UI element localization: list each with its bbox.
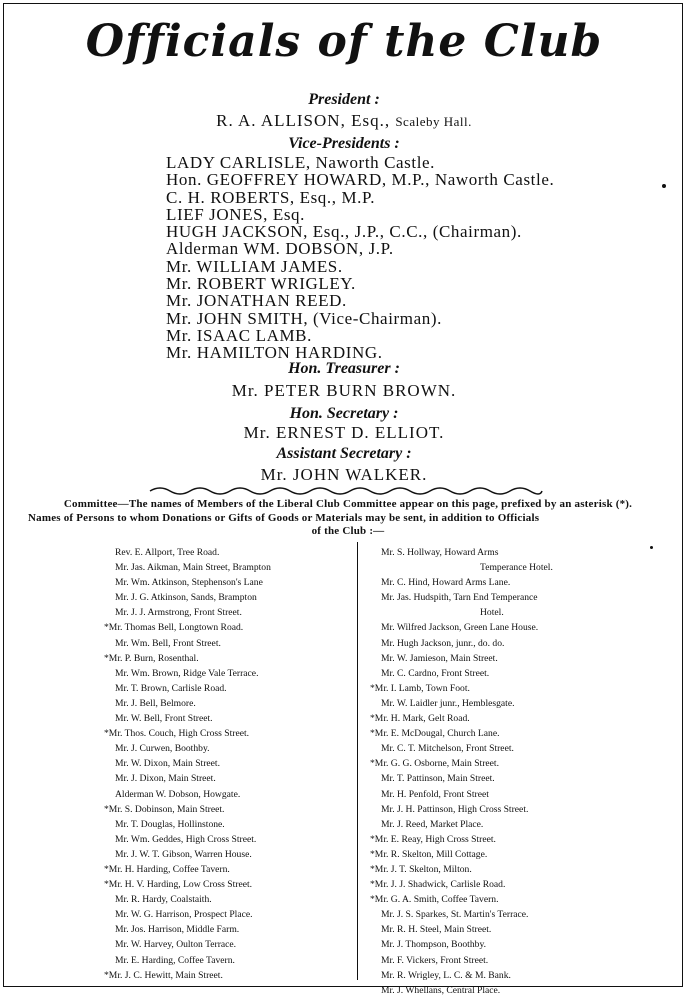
speck-mark xyxy=(650,546,653,549)
donations-note-continued: of the Club :— xyxy=(311,525,385,537)
name-entry: Alderman W. Dobson, Howgate. xyxy=(115,788,241,800)
name-entry: Mr. W. Dixon, Main Street. xyxy=(115,758,220,770)
name-entry: Mr. Wm. Atkinson, Stephenson's Lane xyxy=(115,577,263,589)
secretary-name: Mr. ERNEST D. ELLIOT. xyxy=(243,423,445,442)
name-entry: Mr. C. Hind, Howard Arms Lane. xyxy=(381,577,511,589)
name-entry: *Mr. H. Mark, Gelt Road. xyxy=(370,713,470,725)
name-entry: *Mr. G. A. Smith, Coffee Tavern. xyxy=(370,894,499,906)
name-entry: *Mr. E. McDougal, Church Lane. xyxy=(370,728,500,740)
name-entry: Mr. J. W. T. Gibson, Warren House. xyxy=(115,848,252,860)
name-entry: Rev. E. Allport, Tree Road. xyxy=(115,547,220,558)
vice-president-entry: Mr. ROBERT WRIGLEY. xyxy=(166,274,356,294)
vice-president-entry: Mr. HAMILTON HARDING. xyxy=(166,343,383,363)
name-entry: Mr. J. J. Armstrong, Front Street. xyxy=(115,607,242,619)
name-entry: Mr. Wm. Brown, Ridge Vale Terrace. xyxy=(115,667,259,679)
name-entry: Mr. F. Vickers, Front Street. xyxy=(381,954,489,966)
name-entry: *Mr. H. Harding, Coffee Tavern. xyxy=(104,863,230,875)
left-names-column xyxy=(104,545,354,983)
name-entry: *Mr. I. Lamb, Town Foot. xyxy=(370,682,470,694)
vice-president-entry: Mr. WILLIAM JAMES. xyxy=(166,256,343,276)
president-heading: President : xyxy=(308,91,380,108)
name-entry: Mr. W. Jamieson, Main Street. xyxy=(381,652,498,664)
name-entry: *Mr. Thos. Couch, High Cross Street. xyxy=(104,728,250,740)
name-entry: Mr. W. Harvey, Oulton Terrace. xyxy=(115,939,237,951)
ornamental-divider xyxy=(146,484,546,498)
right-names-column xyxy=(370,545,670,998)
assistant-secretary-heading: Assistant Secretary : xyxy=(276,445,412,462)
name-entry: Mr. Wilfred Jackson, Green Lane House. xyxy=(381,622,539,634)
vice-presidents-list xyxy=(166,154,666,362)
name-entry: Hotel. xyxy=(480,607,504,619)
name-entry: Mr. Wm. Bell, Front Street. xyxy=(115,637,221,649)
name-entry: Mr. W. G. Harrison, Prospect Place. xyxy=(115,909,253,921)
name-entry: Mr. R. H. Steel, Main Street. xyxy=(381,924,492,936)
name-entry: *Mr. J. J. Shadwick, Carlisle Road. xyxy=(370,879,506,891)
vice-presidents-heading: Vice-Presidents : xyxy=(288,135,400,152)
vice-president-entry: Alderman WM. DOBSON, J.P. xyxy=(166,239,394,259)
name-entry: Mr. Jas. Aikman, Main Street, Brampton xyxy=(115,562,271,574)
donations-note: Names of Persons to whom Donations or Gifts of Goods or Materials may be sent, in addition to Officials xyxy=(28,512,540,524)
name-entry: Mr. Jos. Harrison, Middle Farm. xyxy=(115,924,240,936)
name-entry: *Mr. E. Reay, High Cross Street. xyxy=(370,833,496,845)
name-entry: Mr. J. G. Atkinson, Sands, Brampton xyxy=(115,592,257,604)
name-entry: Mr. J. H. Pattinson, High Cross Street. xyxy=(381,803,529,815)
name-entry: Mr. J. Reed, Market Place. xyxy=(381,818,484,830)
name-entry: Mr. J. Curwen, Boothby. xyxy=(115,743,210,755)
vice-president-entry: LADY CARLISLE, Naworth Castle. xyxy=(166,153,436,172)
name-entry: Mr. J. S. Sparkes, St. Martin's Terrace. xyxy=(381,909,529,921)
name-entry: Mr. T. Douglas, Hollinstone. xyxy=(115,818,225,830)
name-entry: Mr. E. Harding, Coffee Tavern. xyxy=(115,954,235,966)
name-entry: Mr. T. Pattinson, Main Street. xyxy=(381,773,495,785)
name-entry: *Mr. J. C. Hewitt, Main Street. xyxy=(104,969,223,981)
president-name: R. A. ALLISON, Esq., Scaleby Hall. xyxy=(216,111,472,130)
vice-president-entry: Mr. ISAAC LAMB. xyxy=(166,325,312,345)
name-entry: *Mr. G. G. Osborne, Main Street. xyxy=(370,758,499,770)
name-entry: Mr. Jas. Hudspith, Tarn End Temperance xyxy=(381,592,538,604)
name-entry: Mr. J. Whellans, Central Place. xyxy=(381,984,501,996)
speck-mark xyxy=(662,184,666,188)
name-entry: *Mr. J. T. Skelton, Milton. xyxy=(370,863,472,875)
name-entry: Mr. R. Wrigley, L. C. & M. Bank. xyxy=(381,969,511,981)
vice-president-entry: Mr. JOHN SMITH, (Vice-Chairman). xyxy=(166,308,442,328)
assistant-secretary-name: Mr. JOHN WALKER. xyxy=(260,465,428,484)
name-entry: Mr. S. Hollway, Howard Arms xyxy=(381,547,499,558)
name-entry: Mr. C. Cardno, Front Street. xyxy=(381,667,490,679)
name-entry: Temperance Hotel. xyxy=(480,562,553,574)
vice-president-entry: Mr. JONATHAN REED. xyxy=(166,291,347,311)
name-entry: *Mr. H. V. Harding, Low Cross Street. xyxy=(104,879,253,891)
vice-president-entry: C. H. ROBERTS, Esq., M.P. xyxy=(166,187,376,207)
treasurer-name: Mr. PETER BURN BROWN. xyxy=(231,381,457,400)
treasurer-heading: Hon. Treasurer : xyxy=(288,360,400,377)
name-entry: *Mr. S. Dobinson, Main Street. xyxy=(104,803,225,815)
column-divider xyxy=(357,542,358,980)
name-entry: *Mr. Thomas Bell, Longtown Road. xyxy=(104,622,244,634)
name-entry: Mr. Wm. Geddes, High Cross Street. xyxy=(115,833,257,845)
name-entry: Mr. R. Hardy, Coalstaith. xyxy=(115,894,212,906)
name-entry: Mr. J. Dixon, Main Street. xyxy=(115,773,216,785)
name-entry: *Mr. R. Skelton, Mill Cottage. xyxy=(370,848,488,860)
vice-president-entry: LIEF JONES, Esq. xyxy=(166,204,305,224)
name-entry: *Mr. P. Burn, Rosenthal. xyxy=(104,652,199,664)
name-entry: Mr. Hugh Jackson, junr., do. do. xyxy=(381,637,505,649)
name-entry: Mr. W. Bell, Front Street. xyxy=(115,713,213,725)
vice-president-entry: HUGH JACKSON, Esq., J.P., C.C., (Chairman). xyxy=(166,222,522,242)
name-entry: Mr. W. Laidler junr., Hemblesgate. xyxy=(381,697,515,709)
name-entry: Mr. J. Bell, Belmore. xyxy=(115,697,196,709)
name-entry: Mr. H. Penfold, Front Street xyxy=(381,788,489,800)
name-entry: Mr. C. T. Mitchelson, Front Street. xyxy=(381,743,514,755)
name-entry: Mr. J. Thompson, Boothby. xyxy=(381,939,487,951)
page-title: Officials of the Club xyxy=(85,16,603,67)
secretary-heading: Hon. Secretary : xyxy=(289,405,399,422)
name-entry: Mr. T. Brown, Carlisle Road. xyxy=(115,682,227,694)
vice-president-entry: Hon. GEOFFREY HOWARD, M.P., Naworth Castle. xyxy=(166,170,555,190)
committee-note: Committee—The names of Members of the Liberal Club Committee appear on this page, prefixed by an asterisk (*). xyxy=(63,498,633,510)
